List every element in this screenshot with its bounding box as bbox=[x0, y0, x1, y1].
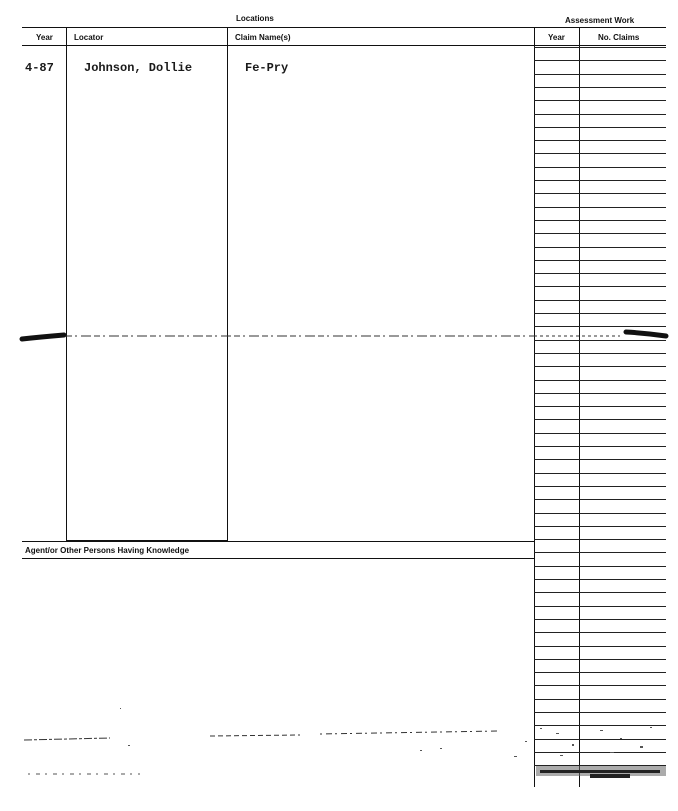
aw-year-column-header: Year bbox=[548, 33, 565, 42]
agent-section-label-rule bbox=[22, 558, 534, 559]
assessment-work-header: Assessment Work bbox=[565, 16, 635, 25]
locations-header: Locations bbox=[236, 14, 274, 23]
entry-year: 4-87 bbox=[25, 61, 54, 75]
scan-noise bbox=[0, 700, 678, 811]
aw-no-claims-column-header: No. Claims bbox=[598, 33, 640, 42]
year-locator-divider bbox=[66, 27, 67, 541]
locator-column-header: Locator bbox=[74, 33, 104, 42]
claim-names-column-header: Claim Name(s) bbox=[235, 33, 291, 42]
agent-section-top-rule bbox=[22, 541, 534, 542]
entry-claim-name: Fe-Pry bbox=[245, 61, 289, 75]
agent-section-label: Agent/or Other Persons Having Knowledge bbox=[25, 546, 190, 555]
entry-locator: Johnson, Dollie bbox=[84, 61, 193, 75]
assessment-ruled-lines bbox=[534, 0, 678, 811]
year-column-header: Year bbox=[36, 33, 53, 42]
locator-claim-divider bbox=[227, 27, 228, 541]
